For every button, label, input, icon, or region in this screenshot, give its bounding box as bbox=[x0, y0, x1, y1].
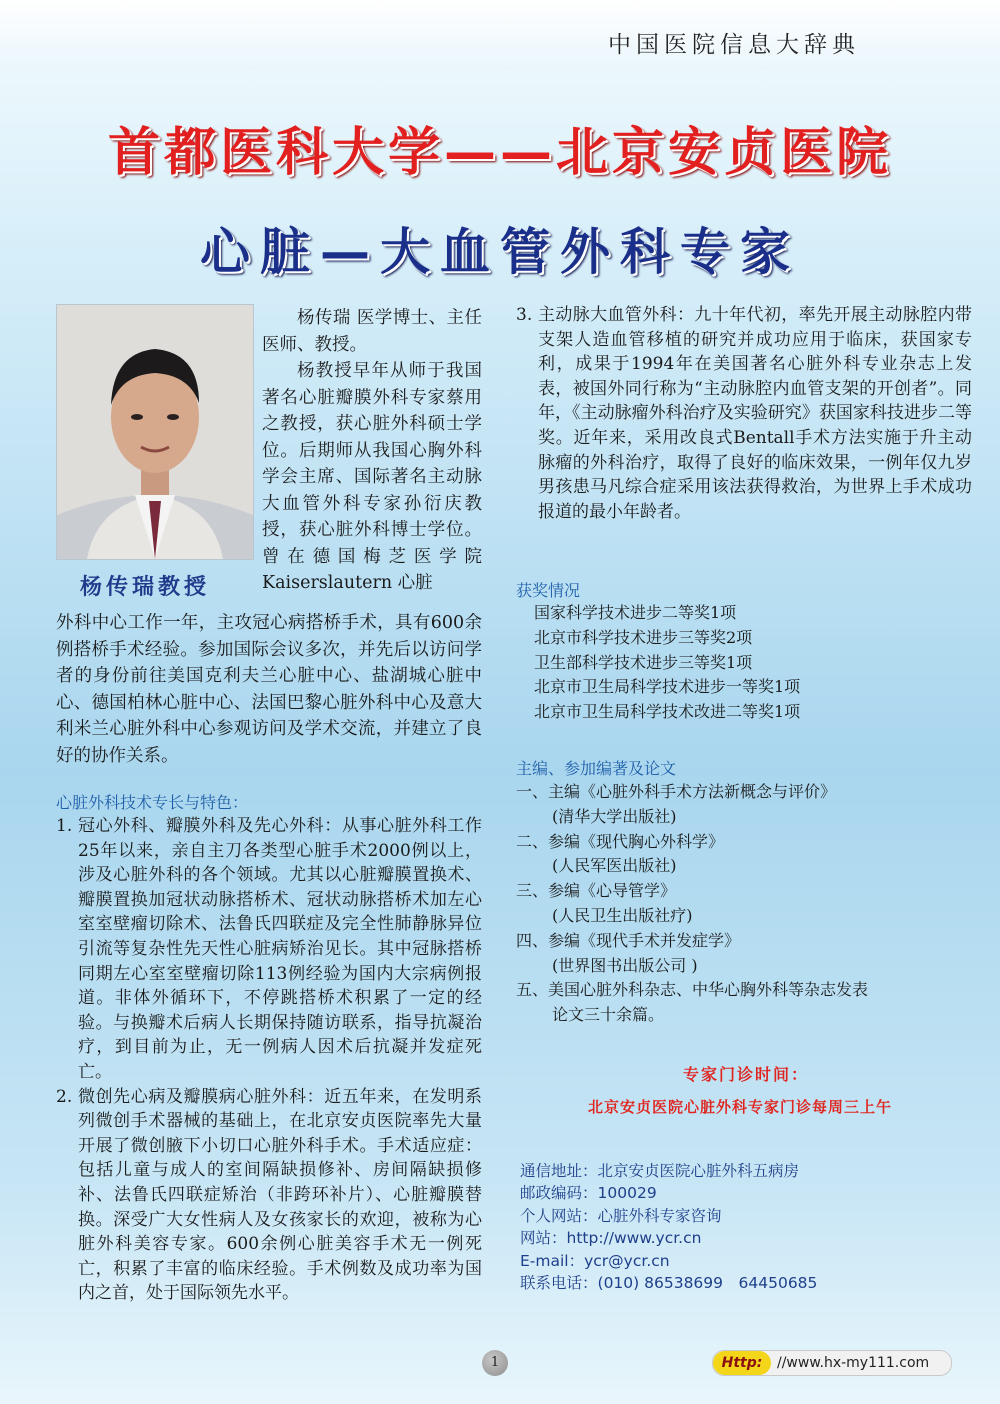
item-number: 1. bbox=[56, 816, 73, 836]
clinic-time: 北京安贞医院心脏外科专家门诊每周三上午 bbox=[587, 1098, 892, 1116]
awards-list bbox=[534, 601, 800, 725]
bio-intro-3: 外科中心工作一年，主攻冠心病搭桥手术，具有600余例搭桥手术经验。参加国际会议多次，并先后以访问学者的身份前往美国克利夫兰心脏中心、盐湖城心脏中心、德国柏林心脏中心、法国巴黎心脏外科中心及意大利米兰心脏外科中心参观访问及学术交流，并建立了良好的协作关系。 bbox=[56, 613, 482, 766]
contact-block bbox=[520, 1160, 817, 1294]
award-item: 北京市卫生局科学技术改进二等奖1项 bbox=[534, 702, 801, 722]
publication-title: 三、参编《心导管学》 bbox=[516, 881, 677, 901]
publication-title: 二、参编《现代胸心外科学》 bbox=[516, 831, 725, 851]
contact-postcode bbox=[520, 1182, 817, 1204]
publication-publisher: 论文三十余篇。 bbox=[552, 1005, 665, 1025]
contact-value: 北京安贞医院心脏外科五病房 bbox=[597, 1162, 800, 1180]
contact-web bbox=[520, 1227, 817, 1249]
specialty-item bbox=[56, 1085, 482, 1306]
contact-phone bbox=[520, 1272, 817, 1294]
contact-label: 联系电话： bbox=[520, 1274, 598, 1293]
publications-list bbox=[516, 780, 868, 1028]
website-link[interactable]: http://www.ycr.cn bbox=[566, 1229, 702, 1248]
http-badge: Http: bbox=[713, 1351, 771, 1375]
contact-label: 个人网站： bbox=[520, 1206, 598, 1225]
contact-email bbox=[520, 1250, 817, 1272]
publication-title: 五、美国心脏外科杂志、中华心胸外科等杂志发表 bbox=[516, 980, 869, 1000]
specialties-heading: 心脏外科技术专长与特色： bbox=[56, 793, 249, 812]
email-link[interactable]: ycr@ycr.cn bbox=[584, 1251, 670, 1270]
page-number: 1 bbox=[482, 1350, 508, 1376]
bio-intro bbox=[262, 305, 482, 597]
portrait-photo bbox=[56, 304, 254, 560]
award-item: 北京市科学技术进步三等奖2项 bbox=[534, 627, 753, 647]
award-item: 卫生部科学技术进步三等奖1项 bbox=[534, 652, 753, 672]
item-text: 冠心外科、瓣膜外科及先心外科：从事心脏外科工作25年以来，亲自主刀各类型心脏手术2000例以上，涉及心脏外科的各个领域。尤其以心脏瓣膜置换术、瓣膜置换加冠状动脉搭桥术、冠状动脉搭桥术加左心室室壁瘤切除术、法鲁氏四联症及完全性肺静脉异位引流等复杂性先天性心脏病矫治见长。其中冠脉搭桥同期左心室室壁瘤切除113例经验为国内大宗病例报道。非体外循环下，不停跳搭桥术积累了一定的经验。与换瓣术后病人长期保持随访联系，指导抗凝治疗，到目前为止，无一例病人因术后抗凝并发症死亡。 bbox=[78, 816, 482, 1082]
award-item: 北京市卫生局科学技术进步一等奖1项 bbox=[534, 677, 801, 697]
specialty-item bbox=[56, 814, 482, 1085]
specialty-3-block bbox=[516, 303, 972, 524]
publication-publisher: (人民卫生出版社疗) bbox=[552, 905, 693, 925]
item-text: 微创先心病及瓣膜病心脏外科：近五年来，在发明系列微创手术器械的基础上，在北京安贞医院率先大量开展了微创腋下小切口心脏外科手术。手术适应症：包括儿童与成人的室间隔缺损修补、房间隔缺损修补、法鲁氏四联症矫治（非跨环补片）、心脏瓣膜替换。深受广大女性病人及女孩家长的欢迎，被称为心脏外科美容专家。600余例心脏美容手术无一例死亡，积累了丰富的临床经验。手术例数及成功率为国内之首，处于国际领先水平。 bbox=[78, 1086, 482, 1304]
footer-url-text: //www.hx-my111.com bbox=[777, 1355, 930, 1371]
publication-publisher: (世界图书出版公司 ) bbox=[552, 955, 698, 975]
sub-title: 心脏—大血管外科专家 bbox=[200, 223, 800, 281]
contact-label: 邮政编码： bbox=[520, 1184, 598, 1203]
contact-label: E-mail： bbox=[520, 1251, 585, 1270]
publication-title: 一、主编《心脏外科手术方法新概念与评价》 bbox=[516, 782, 837, 801]
contact-value: 100029 bbox=[597, 1184, 657, 1203]
contact-label: 网站： bbox=[520, 1229, 567, 1248]
item-text: 主动脉大血管外科：九十年代初，率先开展主动脉腔内带支架人造血管移植的研究并成功应用于临床，获国家专利，成果于1994年在美国著名心脏外科专业杂志上发表，被国外同行称为“主动脉腔内血管支架的开创者”。同年，《主动脉瘤外科治疗及实验研究》获国家科技进步二等奖。近年来，采用改良式Bentall手术方法实施于升主动脉瘤的外科治疗，取得了良好的临床效果，一例年仅九岁男孩患马凡综合症采用该法获得救治，为世界上手术成功报道的最小年龄者。 bbox=[538, 305, 972, 522]
specialty-item bbox=[516, 303, 972, 524]
bio-continued bbox=[56, 610, 482, 769]
publication-publisher: (人民军医出版社) bbox=[552, 856, 677, 876]
publication-publisher: (清华大学出版社) bbox=[552, 806, 677, 826]
specialties-list bbox=[56, 814, 482, 1306]
bio-intro-2: 杨教授早年从师于我国著名心脏瓣膜外科专家蔡用之教授，获心脏外科硕士学位。后期师从我国心胸外科学会主席、国际著名主动脉大血管外科专家孙衍庆教授，获心脏外科博士学位。曾在德国梅芝医学院 Kaiserslautern 心脏 bbox=[262, 361, 482, 593]
contact-address bbox=[520, 1160, 817, 1182]
clinic-heading: 专家门诊时间： bbox=[682, 1065, 809, 1084]
contact-label: 通信地址： bbox=[520, 1162, 598, 1180]
publication-title: 四、参编《现代手术并发症学》 bbox=[516, 930, 741, 950]
award-item: 国家科学技术进步二等奖1项 bbox=[534, 603, 737, 622]
publications-heading: 主编、参加编著及论文 bbox=[516, 759, 677, 778]
book-title: 中国医院信息大辞典 bbox=[608, 32, 860, 58]
footer-url[interactable] bbox=[712, 1350, 952, 1376]
bio-intro-1: 杨传瑞 医学博士、主任医师、教授。 bbox=[262, 308, 482, 355]
contact-value: (010) 86538699 64450685 bbox=[597, 1274, 818, 1293]
contact-site bbox=[520, 1205, 817, 1227]
photo-caption: 杨传瑞教授 bbox=[80, 574, 211, 600]
awards-heading: 获奖情况 bbox=[516, 581, 581, 600]
item-number: 2. bbox=[56, 1086, 73, 1107]
contact-value: 心脏外科专家咨询 bbox=[597, 1206, 722, 1225]
portrait-illustration bbox=[57, 305, 253, 559]
item-number: 3. bbox=[516, 305, 533, 325]
main-title: 首都医科大学——北京安贞医院 bbox=[107, 123, 892, 183]
